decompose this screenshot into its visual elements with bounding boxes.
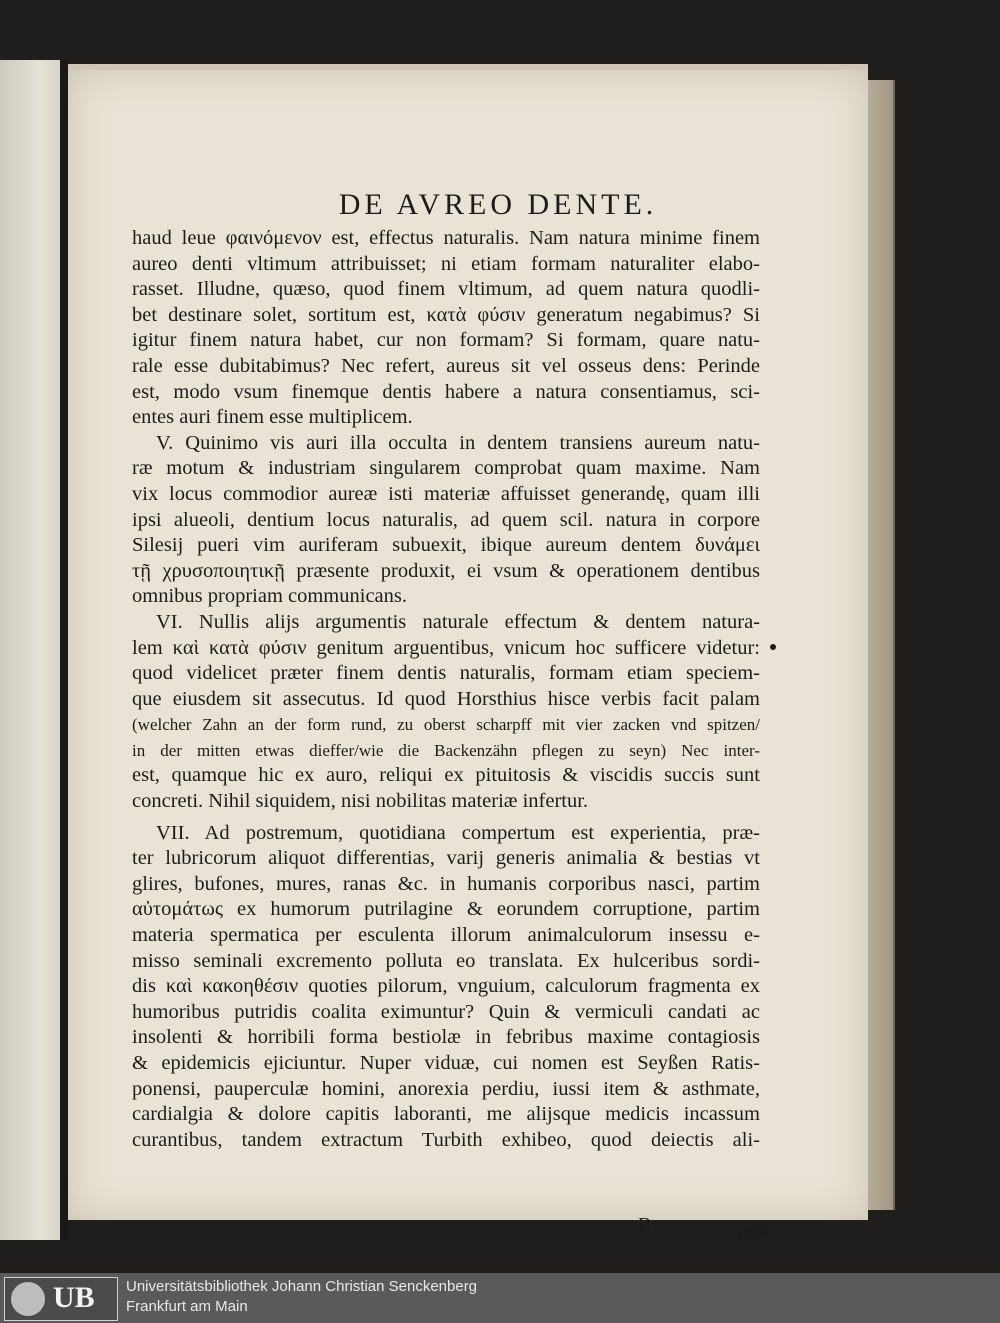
ub-logo[interactable] xyxy=(4,1277,118,1321)
logo-text: UB xyxy=(53,1281,95,1314)
text-line: materia spermatica per esculenta illorum animalculorum insessu e- xyxy=(132,924,760,947)
body-text xyxy=(132,226,760,1153)
text-line: humoribus putridis coalita eximuntur? Quin & vermiculi candati ac xyxy=(132,1000,760,1023)
text-line: VI. Nullis alijs argumentis naturale effectum & dentem natura- xyxy=(156,610,760,633)
text-line: quod videlicet præter finem dentis naturalis, formam etiam speciem- xyxy=(132,662,760,685)
text-line: ponensi, pauperculæ homini, anorexia perdiu, iussi item & asthmate, xyxy=(132,1077,760,1100)
text-line: igitur finem natura habet, cur non formam? Si formam, quare natu- xyxy=(132,329,760,352)
library-name: Universitätsbibliothek Johann Christian Senckenberg xyxy=(126,1278,478,1295)
text-line: ter lubricorum aliquot differentias, varij generis animalia & bestias vt xyxy=(132,847,760,870)
text-line: cardialgia & dolore capitis laboranti, me alijsque medicis incassum xyxy=(132,1103,760,1126)
previous-page-edge xyxy=(0,60,66,1240)
text-line-fraktur: in der mitten etwas dieffer/wie die Backenzähn pflegen zu seyn) Nec inter- xyxy=(132,740,760,760)
running-head: DE AVREO DENTE. xyxy=(338,188,658,221)
text-line: que eiusdem sit assecutus. Id quod Horsthius hisce verbis facit palam xyxy=(132,687,760,710)
text-line: ipsi alueoli, dentium locus naturalis, ad quem scil. natura in corpore xyxy=(132,508,760,531)
text-line: V. Quinimo vis auri illa occulta in dentem transiens aureum natu- xyxy=(156,431,760,454)
text-line-fraktur: (welcher Zahn an der form rund, zu oberst scharpff mit vier zacken vnd spitzen/ xyxy=(132,715,760,735)
library-city: Frankfurt am Main xyxy=(126,1298,248,1315)
text-line: concreti. Nihil siquidem, nisi nobilitas materiæ infertur. xyxy=(132,790,589,813)
text-line: VII. Ad postremum, quotidiana compertum est experientia, præ- xyxy=(156,821,760,844)
page-foot xyxy=(638,1214,768,1240)
text-line: rale esse dubitabimus? Nec refert, aureus sit vel osseus dens: Perinde xyxy=(132,354,760,377)
text-line: αὐτομάτως ex humorum putrilagine & eorundem corruptione, partim xyxy=(132,898,760,921)
text-line: aureo denti vltimum attribuisset; ni etiam formam naturaliter elabo- xyxy=(132,252,760,275)
senckenberg-portrait-icon xyxy=(11,1282,45,1316)
text-line: vix locus commodior aureæ isti materiæ affuisset generandę, quam illi xyxy=(132,482,760,505)
text-line: ræ motum & industriam singularem comprobat quam maxime. Nam xyxy=(132,457,760,480)
catchword: quot xyxy=(732,1220,768,1242)
text-line: omnibus propriam communicans. xyxy=(132,585,407,608)
library-footer-bar xyxy=(0,1273,1000,1323)
signature-mark: B xyxy=(638,1214,652,1236)
text-line: misso seminali excremento polluta eo translata. Ex hulceribus sordi- xyxy=(132,949,760,972)
text-line: est, modo vsum finemque dentis habere a natura consentiamus, sci- xyxy=(132,380,760,403)
text-line: haud leue φαινόμενον est, effectus naturalis. Nam natura minime finem xyxy=(132,227,760,249)
text-line: est, quamque hic ex auro, reliqui ex pituitosis & viscidis succis sunt xyxy=(132,764,760,787)
text-line: curantibus, tandem extractum Turbith exhibeo, quod deiectis ali- xyxy=(132,1128,760,1151)
text-line: rasset. Illudne, quæso, quod finem vltimum, ad quem natura quodli- xyxy=(132,278,760,301)
text-line: bet destinare solet, sortitum est, κατὰ φύσιν generatum negabimus? Si xyxy=(132,303,760,326)
text-line: entes auri finem esse multiplicem. xyxy=(132,406,413,429)
text-line: glires, bufones, mures, ranas &c. in humanis corporibus nasci, partim xyxy=(132,872,760,895)
text-line: Silesij pueri vim auriferam subuexit, ibique aureum dentem δυνάμει xyxy=(132,534,760,557)
book-page xyxy=(68,64,868,1242)
text-line: τῇ χρυσοποιητικῇ præsente produxit, ei vsum & operationem dentibus xyxy=(132,559,760,582)
text-line: lem καὶ κατὰ φύσιν genitum arguentibus, vnicum hoc sufficere videtur: xyxy=(132,636,760,659)
ink-speck xyxy=(770,644,776,650)
text-line: dis καὶ κακοηθέσιν quoties pilorum, vnguium, calculorum fragmenta ex xyxy=(132,975,760,998)
text-line: insolenti & horribili forma bestiolæ in febribus maxime contagiosis xyxy=(132,1026,760,1049)
gutter-shadow xyxy=(60,60,68,1240)
text-line: & epidemicis ejiciuntur. Nuper viduæ, cui nomen est Seyßen Ratis- xyxy=(132,1052,760,1074)
